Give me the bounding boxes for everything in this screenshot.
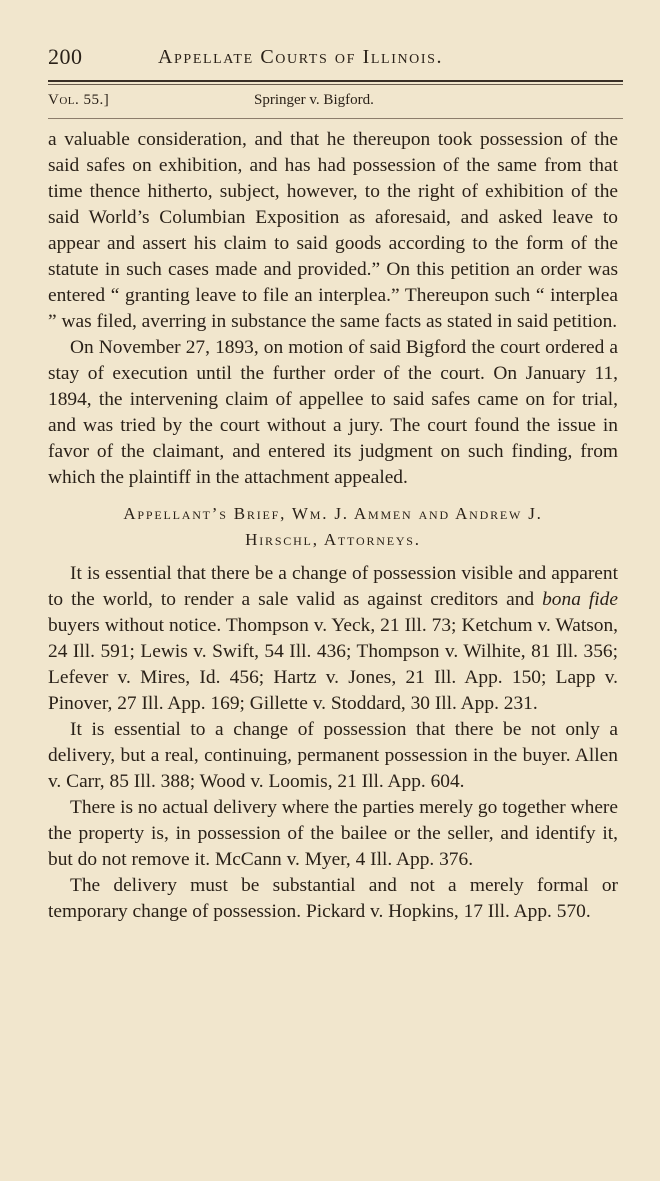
running-head bbox=[48, 44, 623, 74]
case-line-rule bbox=[48, 118, 623, 119]
brief-heading-line-1: Appellant’s Brief, Wm. J. Ammen and Andrew J. bbox=[123, 504, 543, 523]
paragraph-1: a valuable consideration, and that he thereupon took possession of the said safes on exhibition, and has had possession of the same from that time thence hitherto, subject, however, to the right of exhibition of the said World’s Columbian Exposition as aforesaid, and asked leave to appear and assert his claim to said goods according to the form of the statute in such cases made and provided.” On this petition an order was entered “ granting leave to file an interplea.” Thereupon such “ interplea ” was filed, averring in substance the same facts as stated in said petition. bbox=[48, 129, 618, 332]
page-number: 200 bbox=[48, 44, 83, 69]
case-title: Springer v. Bigford. bbox=[254, 92, 374, 108]
paragraph-4: It is essential to a change of possession that there be not only a delivery, but a real, continuing, permanent possession in the buyer. Allen v. Carr, 85 Ill. 388; Wood v. Loomis, 21 Ill. App. 604. bbox=[48, 719, 618, 792]
paragraph-3-text-a: It is essential that there be a change of possession visible and apparent to the world, to render a sale valid as against creditors and bbox=[48, 563, 618, 610]
header-rule-thin bbox=[48, 84, 623, 85]
paragraph-3-italic: bona fide bbox=[542, 589, 618, 610]
paragraph-2: On November 27, 1893, on motion of said Bigford the court ordered a stay of execution until the further order of the court. On January 11, 1894, the intervening claim of appellee to said safes came on for trial, and was tried by the court without a jury. The court found the issue in favor of the claimant, and entered its judgment on such finding, from which the plaintiff in the attachment appealed. bbox=[48, 337, 618, 488]
paragraph-3-text-b: buyers without notice. Thompson v. Yeck, 21 Ill. 73; Ketchum v. Watson, 24 Ill. 591; Lewis v. Swift, 54 Ill. 436; Thompson v. Wilhite, 81 Ill. 356; Lefever v. Mires, Id. 456; Hartz v. Jones, 21 Ill. App. 150; Lapp v. Pinover, 27 Ill. App. 169; Gillette v. Stoddard, 30 Ill. App. 231. bbox=[48, 615, 618, 714]
body-text bbox=[48, 127, 618, 925]
brief-heading-line-2: Hirschl, Attorneys. bbox=[245, 530, 421, 549]
volume-label: Vol. 55.] bbox=[48, 92, 110, 108]
header-rule bbox=[48, 80, 623, 82]
brief-heading bbox=[48, 501, 618, 553]
paragraph-3 bbox=[48, 561, 618, 717]
paragraph-6: The delivery must be substantial and not a merely formal or temporary change of possession. Pickard v. Hopkins, 17 Ill. App. 570. bbox=[48, 875, 618, 922]
paragraph-5: There is no actual delivery where the parties merely go together where the property is, in possession of the bailee or the seller, and identify it, but do not remove it. McCann v. Myer, 4 Ill. App. 376. bbox=[48, 797, 618, 870]
running-title: Appellate Courts of Illinois. bbox=[158, 46, 444, 68]
